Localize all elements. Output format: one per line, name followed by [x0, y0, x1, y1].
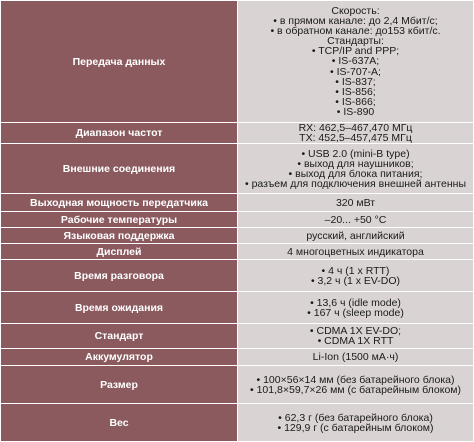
spec-value-line: Стандарты:: [327, 35, 384, 48]
spec-row: [1, 194, 474, 212]
spec-table-body: [1, 1, 474, 442]
spec-row: [1, 404, 474, 442]
spec-value: [238, 228, 474, 244]
spec-label: Время ожидания: [1, 292, 238, 324]
spec-value-line: TX: 452,5–457,475 МГц: [299, 132, 412, 145]
spec-value-line: • IS-637A;: [331, 55, 380, 68]
spec-value-line: • USB 2.0 (mini-B type): [301, 147, 410, 160]
spec-row: [1, 292, 474, 324]
spec-label: Выходная мощность передатчика: [1, 194, 238, 212]
spec-label: Рабочие температуры: [1, 212, 238, 228]
spec-value-line: • IS-837;: [335, 75, 376, 88]
spec-value: [238, 144, 474, 194]
spec-row: [1, 260, 474, 292]
spec-value: [238, 260, 474, 292]
spec-value-line: • 100×56×14 мм (без батарейного блока): [256, 373, 455, 386]
spec-value-line: • 13,6 ч (idle mode): [310, 296, 401, 309]
spec-value-line: • TCP/IP and PPP;: [311, 45, 400, 58]
spec-value: [238, 349, 474, 366]
spec-value-line: • 3,2 ч (1 x EV-DO): [310, 274, 401, 287]
spec-row: [1, 1, 474, 123]
spec-value-line: Скорость:: [331, 4, 380, 17]
spec-label: Языковая поддержка: [1, 228, 238, 244]
spec-value-line: • CDMA 1X RTT: [317, 335, 394, 348]
spec-row: [1, 366, 474, 404]
spec-value: [238, 292, 474, 324]
spec-label: Аккумулятор: [1, 349, 238, 366]
spec-label: Размер: [1, 366, 238, 404]
spec-value-line: –20... +50 °C: [324, 213, 387, 226]
spec-value-line: • 62,3 г (без батарейного блока): [278, 411, 433, 424]
spec-row: [1, 123, 474, 144]
spec-row: [1, 349, 474, 366]
spec-value-line: Li-Ion (1500 мА·ч): [312, 351, 399, 364]
spec-value-line: • IS-866;: [335, 95, 376, 108]
spec-value-line: • выход для блока питания;: [288, 167, 423, 180]
spec-value-line: 320 мВт: [335, 196, 376, 209]
spec-value-line: • в прямом канале: до 2,4 Мбит/с;: [273, 15, 438, 28]
spec-value: [238, 123, 474, 144]
spec-row: [1, 324, 474, 349]
spec-value-line: • выход для наушников;: [297, 157, 414, 170]
spec-value-line: • в обратном канале: до153 кбит/с.: [270, 25, 441, 38]
spec-value: [238, 244, 474, 260]
spec-value: [238, 212, 474, 228]
spec-label: Дисплей: [1, 244, 238, 260]
spec-value-line: • IS-856;: [335, 85, 376, 98]
spec-value-line: • IS-890: [336, 105, 375, 118]
spec-label: Вес: [1, 404, 238, 442]
spec-label: Внешние соединения: [1, 144, 238, 194]
spec-value: [238, 1, 474, 123]
spec-label: Диапазон частот: [1, 123, 238, 144]
spec-value-line: • 4 ч (1 x RTT): [321, 264, 390, 277]
spec-value-line: • 129,9 г (с батарейным блоком): [277, 421, 434, 434]
spec-value-line: RX: 462,5–467,470 МГц: [298, 122, 413, 134]
spec-value-line: • разъем для подключения внешней антенны: [245, 177, 466, 190]
spec-value-line: • IS-707-A;: [330, 65, 381, 78]
spec-label: Стандарт: [1, 324, 238, 349]
spec-value-line: • CDMA 1X EV-DO;: [309, 325, 402, 338]
spec-label: Передача данных: [1, 1, 238, 123]
spec-value: [238, 324, 474, 349]
spec-value-line: • 101,8×59,7×26 мм (с батарейным блоком): [249, 383, 461, 396]
spec-row: [1, 212, 474, 228]
spec-row: [1, 144, 474, 194]
spec-value-line: • 167 ч (sleep mode): [307, 306, 404, 319]
spec-value: [238, 366, 474, 404]
spec-value-line: 4 многоцветных индикатора: [287, 245, 424, 258]
spec-value-line: русский, английский: [306, 229, 405, 242]
spec-row: [1, 244, 474, 260]
spec-value: [238, 404, 474, 442]
spec-value: [238, 194, 474, 212]
spec-label: Время разговора: [1, 260, 238, 292]
spec-row: [1, 228, 474, 244]
